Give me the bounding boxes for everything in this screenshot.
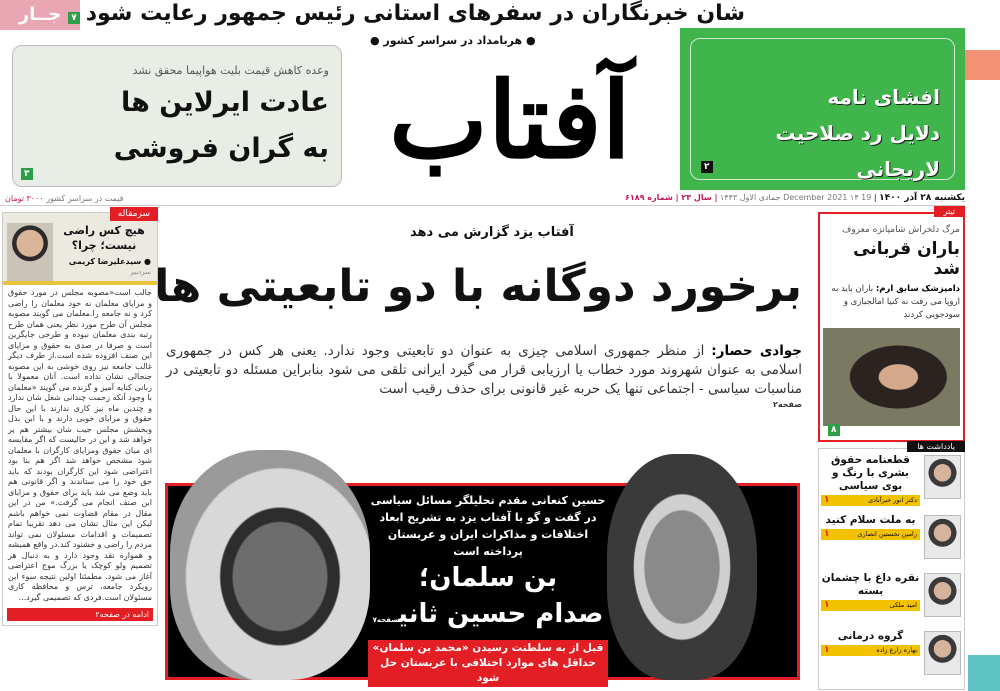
top-strip — [0, 0, 1000, 30]
dateline — [0, 193, 965, 206]
notes-tag: یادداشت ها — [907, 441, 965, 452]
feature-sub: حسین کنعانی مقدم تحلیلگر مسائل سیاسی در گفت و گو با آفتاب یزد به تشریح ابعاد اختلافات و مذاکرات ایران و عربستان پرداخته است — [370, 494, 606, 558]
date: یکشنبه ۲۸ آذر ۱۴۰۰ | 19 December 2021 ۱۴ جمادی الاول ۱۴۴۳ | سال ۲۳ | شماره ۶۱۸۹ — [624, 193, 965, 203]
editorial[interactable] — [2, 209, 158, 626]
note-title: قطعنامه حقوق بشری با رنگ و بوی سیاسی — [831, 454, 910, 492]
left-teaser[interactable] — [12, 45, 342, 187]
note-item[interactable] — [819, 449, 964, 509]
note-title: به ملت سلام کنید — [825, 514, 916, 526]
note-item[interactable] — [819, 509, 964, 567]
editorial-body: جالب است«مصوبه مجلس در مورد حقوق و مزایای معلمان نه خود معلمان را راضی کرد و نه جامعه را.معلمان می گویند مصوبه مجلس آن طرح مورد نظر یعنی همان طرح رتبه بندی معلمان نبوده و طرحی جایگزین است و صرفا در صدی به حقوق و مزایای این صنف افزوده شده است.از طرف دیگر غالب جامعه نیز روی خوشی به این مصوبه جنجالی نشان نداده است. آنان معمولا با زبانی کنایه آمیز و گزنده می گویند «معلمان با وجود آنکه زحمت چندانی شغل شان ندارد و چندین ماه نیز کاری ندارند با این حال حقوق و مزایای خوبی دارند و با این بذل وبخشش مجلس جیب شان بیشتر هم پر خواهد شد و این در حالیست که اگر مقایسه ای میان حقوق ومزایای کارگران با معلمان شود مشخص خواهد شد اگر هم بنا بود اعتراضی شود این کارگران بودند که باید حق خود را می ستاندند و اگر قانونی هم باید وضع می شد باید برای حقوق و مزایای این صنف انجام می گرفت.» من در این مقال در مقام قضاوت نمی خواهم باشم لیکن این مثال نشان می دهد تقریبا تمام تصمیمات و اقدامات مسئولان نمی تواند مردم را راضی و خشنود کند.در واقع همیشه و همواره نقد وجود دارد و به دنبال هر تصمیم ولو کوچک یا بزرگ موج اعتراضی آغاز می شود. مطمئنا اولین نتیجه سوء این رویکرد جامعه، ترس و محافظه کاری مسئولان است.فردی که تصمیمی گیرد... — [8, 288, 152, 602]
feature-title: بن سلمان؛ — [418, 563, 558, 593]
author-photo — [924, 515, 961, 559]
price-value: ۳۰۰۰ تومان — [5, 194, 44, 203]
persian-date: یکشنبه ۲۸ آذر ۱۴۰۰ — [879, 193, 965, 203]
teaser-line: افشای نامه — [827, 85, 940, 109]
author-photo — [924, 631, 961, 675]
page-badge: ۷ — [68, 12, 80, 24]
author-photo — [924, 573, 961, 617]
hijri-date: ۱۴ جمادی الاول ۱۴۴۳ — [719, 193, 859, 202]
news-lead-text: باران باید به اروپا می رفت نه کنیا امالجبازی و سودجویی کردند — [831, 284, 960, 320]
editorial-tag: سرمقاله — [110, 207, 158, 221]
note-item[interactable] — [819, 625, 964, 683]
chimpanzee-photo — [823, 328, 960, 426]
teaser-kicker: وعده کاهش قیمت بلیت هواپیما محقق نشد — [132, 64, 329, 77]
top-headline-row — [68, 0, 745, 28]
continue-link[interactable]: ادامه در صفحه۲ — [7, 608, 153, 621]
section-badge: جــار — [0, 0, 80, 30]
note-author: دکتر انور خیرآبادی — [868, 496, 917, 504]
photo-saddam — [607, 454, 757, 680]
news-tag: تیتر — [934, 206, 965, 217]
teaser-line: به گران فروشی — [113, 133, 329, 164]
feature-page: صفحه۷ — [372, 616, 399, 624]
main-kicker: آفتاب یزد گزارش می دهد — [410, 225, 574, 240]
note-author: بهاره زارع زاده — [876, 646, 917, 654]
feature-title: صدام حسین ثانی — [398, 599, 604, 629]
decorative-tab — [965, 50, 1000, 80]
feature-quote: قبل از به سلطنت رسیدن «محمد بن سلمان» حداقل های موارد اختلافی با عربستان حل شود — [368, 640, 608, 687]
main-lead — [166, 342, 802, 410]
feature-photo-box[interactable] — [165, 483, 800, 684]
note-title: نقره داغ با چشمان بسته — [821, 572, 920, 597]
teaser-line: دلایل رد صلاحیت لاریجانی — [775, 121, 940, 181]
news-kicker: مرگ دلخراش شامپانزه معروف — [842, 225, 960, 235]
photo-bin-salman — [170, 450, 370, 680]
main-headline[interactable]: برخورد دوگانه با دو تابعیتی ها — [154, 261, 802, 312]
note-author: امید ملکی — [889, 601, 917, 609]
top-headline[interactable]: شان خبرنگاران در سفرهای استانی رئیس جمهور رعایت شود — [85, 1, 745, 26]
editorial-author: ● سیدعلیرضا کریمی — [68, 257, 151, 266]
green-teaser[interactable] — [680, 28, 965, 190]
notes-box — [818, 442, 965, 690]
note-page: ۱ — [824, 645, 830, 655]
issue-number: | سال ۲۳ | شماره ۶۱۸۹ — [624, 193, 718, 202]
lead-page: صفحه۲ — [773, 400, 802, 409]
price-label: قیمت در سراسر کشور — [46, 194, 124, 203]
gregorian-date: 19 December 2021 — [783, 193, 872, 202]
author-photo — [7, 223, 53, 281]
note-page: ۱ — [824, 600, 830, 610]
lead-text: از منظر جمهوری اسلامی چیزی به عنوان دو تابعیتی وجود ندارد. یعنی هر کس در جمهوری اسلامی به عنوان شهروند مورد خطاب یا ارزیابی قرار می گیرد ایرانی تلقی می شود بنابراین مسئله دو تابعیتی در مناسبات سیاسی - اجتماعی تنها یک حربه غیر قانونی برای حذف رقیب است — [166, 343, 802, 397]
note-author: رامین نخستین انصاری — [857, 530, 917, 538]
note-item[interactable] — [819, 567, 964, 625]
page-badge: ۲ — [701, 161, 713, 173]
note-page: ۱ — [824, 495, 830, 505]
teaser-line: عادت ایرلاین ها — [121, 87, 329, 118]
note-title: گروه درمانی — [837, 630, 904, 642]
lead-source: جوادی حصار: — [711, 343, 803, 359]
author-photo — [924, 455, 961, 499]
note-page: ۱ — [824, 529, 830, 539]
masthead-slogan: ● هربامداد در سراسر کشور ● — [370, 34, 536, 47]
editorial-role: سردبیر — [130, 268, 151, 276]
masthead-logo: آفتاب — [389, 58, 631, 182]
price — [5, 194, 123, 203]
page-badge: ۸ — [828, 424, 840, 436]
news-source: دامپزشک سابق ارم: — [875, 284, 960, 294]
news-lead — [823, 283, 960, 322]
page-badge: ۳ — [21, 168, 33, 180]
decorative-tab — [968, 655, 1000, 691]
news-box[interactable] — [818, 207, 965, 442]
news-headline: باران قربانی شد — [853, 239, 960, 279]
editorial-title: هیچ کس راضی نیست؛ چرا؟ — [63, 224, 145, 252]
